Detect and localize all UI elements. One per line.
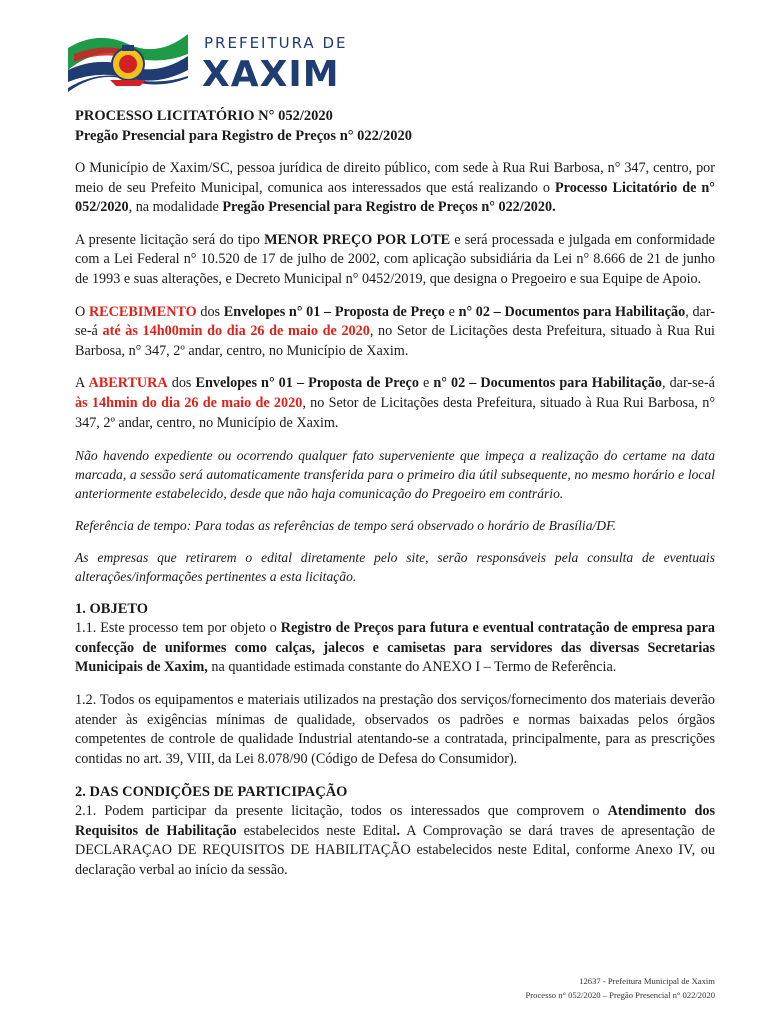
notice-no-business-day: Não havendo expediente ou ocorrendo qualquer fato superveniente que impeça a realização do certame na data marcada, a sessão será automaticamente transferida para o primeiro dia útil subsequente, no mesmo horário e local anteriormente estabelecido, desde que não haja comunicação do Pregoeiro em contrário. [75,448,715,502]
recebimento-text-3: e [444,303,459,320]
logo-prefeitura-text: PREFEITURA DE [204,34,348,52]
section-2-1 [75,802,715,880]
section-1-2: 1.2. Todos os equipamentos e materiais utilizados na prestação dos serviços/fornecimento dos materiais deverão atender às exigências mínimas de qualidade, observados os padrões e normas baixadas pelos órgãos competentes de controle de qualidade Industrial atentando-se a contratada, principalmente, para as prescrições contidas no art. 39, VIII, da Lei 8.078/90 (Código de Defesa do Consumidor). [75,691,715,767]
recebimento-text-5: , no Setor de Licitações desta Prefeitura, situado à Rua Rui Barbosa, n° 347, 2º andar, centro, no Município de Xaxim. [75,323,715,359]
recebimento-envelope-2: n° 02 – Documentos para Habilitação [458,303,686,320]
xaxim-flag-emblem-icon [64,26,190,104]
section-1-1-text-1: 1.1. Este processo tem por objeto o [75,620,281,637]
section-2-1-text-1: 2.1. Podem participar da presente licitação, todos os interessados que comprovem o [75,803,608,820]
section-2-1-text-2: estabelecidos neste Edital [236,822,397,839]
footer-line1: 12637 - Prefeitura Municipal de Xaxim [579,976,715,986]
paragraph-intro [75,159,715,218]
abertura-label: ABERTURA [88,375,168,392]
type-menor-preco: MENOR PREÇO POR LOTE [264,231,451,248]
recebimento-label: RECEBIMENTO [88,303,197,320]
paragraph-type [75,231,715,290]
document-title-line1: PROCESSO LICITATÓRIO N° 052/2020 [75,108,333,124]
logo-xaxim-text: XAXIM [202,54,340,95]
document-body [75,106,715,881]
abertura-envelope-2: n° 02 – Documentos para Habilitação [433,375,662,392]
intro-text-1: O Município de Xaxim/SC, pessoa jurídica de direito público, com sede à Rua Rui Barbosa, n° 347, centro, por meio de seu Prefeito Municipal, comunica aos interessados que está realizando o [75,160,715,196]
intro-process-number: Processo Licitatório de n° 052/2020 [75,179,715,216]
intro-text-2: , na modalidade [128,199,223,216]
abertura-text-2: dos [167,375,196,392]
section-2-1-period: . [396,822,401,839]
document-title-line2: Pregão Presencial para Registro de Preços n° 022/2020 [75,128,412,144]
abertura-text-5: , no Setor de Licitações desta Prefeitura, situado à Rua Rui Barbosa, n° 347, 2º andar, centro, no Município de Xaxim. [75,394,716,431]
paragraph-recebimento [75,303,715,362]
prefeitura-logo [64,26,354,106]
section-1-1-object: Registro de Preços para futura e eventual contratação de empresa para confecção de uniformes como calças, jalecos e camisetas para servidores das diversas Secretarias Municipais de Xaxim, [75,620,715,676]
section-1-heading: 1. OBJETO [75,601,149,618]
recebimento-text-4: , dar-se-á [75,303,716,340]
notice-edital-site: As empresas que retirarem o edital diretamente pelo site, serão responsáveis pela consulta de eventuais alterações/informações pertinentes a esta licitação. [75,550,715,585]
abertura-text-4: , dar-se-á [661,375,715,392]
section-1-1 [75,619,715,678]
recebimento-text-2: dos [196,303,224,320]
abertura-text-1: A [75,375,89,392]
page-footer [526,974,715,1002]
abertura-deadline: às 14hmin do dia 26 de maio de 2020 [75,394,303,411]
paragraph-abertura [75,374,715,433]
abertura-text-3: e [418,375,434,392]
section-2-1-text-3: A Comprovação se dará traves de apresentação de DECLARAÇAO DE REQUISITOS DE HABILITAÇÃO estabelecidos neste Edital, conforme Anexo IV, ou declaração verbal ao início da sessão. [75,822,716,879]
recebimento-deadline: até às 14h00min do dia 26 de maio de 2020 [102,323,370,340]
type-text-1: A presente licitação será do tipo [75,231,265,248]
section-2-1-requirements: Atendimento dos Requisitos de Habilitação [75,803,715,839]
abertura-envelope-1: Envelopes n° 01 – Proposta de Preço [195,375,419,392]
recebimento-envelope-1: Envelopes n° 01 – Proposta de Preço [223,303,445,320]
section-2-heading: 2. DAS CONDIÇÕES DE PARTICIPAÇÃO [75,784,348,801]
footer-line2: Processo n° 052/2020 – Pregão Presencial n° 022/2020 [525,990,715,1000]
section-1-1-text-2: na quantidade estimada constante do ANEXO I – Termo de Referência. [207,659,617,676]
type-text-2: e será processada e julgada em conformidade com a Lei Federal n° 10.520 de 17 de julho de 2002, com aplicação subsidiária da Lei n° 8.666 de 21 de junho de 1993 e suas alterações, e Decreto Municipal n° 0452/2019, que designa o Pregoeiro e sua Equipe de Apoio. [75,231,715,287]
recebimento-text-1: O [75,303,89,320]
intro-modality: Pregão Presencial para Registro de Preços n° 022/2020. [222,199,556,216]
notice-time-reference: Referência de tempo: Para todas as referências de tempo será observado o horário de Brasília/DF. [75,518,617,534]
